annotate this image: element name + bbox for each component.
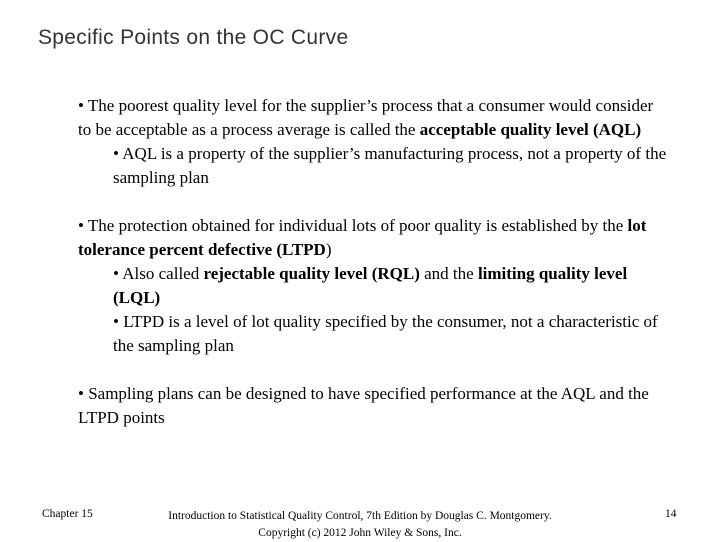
bullet-term: lot tolerance percent defective (LTPD — [78, 216, 647, 259]
footer-chapter: Chapter 15 — [42, 508, 93, 520]
footer-citation-line1: Introduction to Statistical Quality Control, 7th Edition by Douglas C. Montgomery. — [168, 510, 552, 522]
bullet-item-b3 — [78, 214, 668, 262]
bullet-text: ) — [325, 240, 332, 259]
footer-citation — [140, 508, 580, 542]
slide-title: Specific Points on the OC Curve — [38, 26, 349, 49]
bullet-item-b2 — [113, 142, 668, 190]
bullet-spacer — [78, 358, 668, 382]
bullet-text: • Also called — [113, 264, 204, 283]
bullet-text: • The protection obtained for individual lots of poor quality is established by the — [78, 216, 628, 235]
bullet-spacer — [78, 190, 668, 214]
bullet-list — [78, 94, 668, 430]
bullet-text: • AQL is a property of the supplier’s manufacturing process, not a property of the sampling plan — [113, 144, 667, 187]
page-number: 14 — [665, 508, 677, 520]
bullet-term: rejectable quality level (RQL) — [203, 264, 420, 283]
bullet-text: • Sampling plans can be designed to have specified performance at the AQL and the LTPD points — [78, 384, 649, 427]
bullet-term: acceptable quality level (AQL) — [419, 120, 642, 139]
bullet-text: and the — [419, 264, 478, 283]
bullet-item-b4 — [113, 262, 668, 310]
bullet-item-b5 — [113, 310, 668, 358]
footer-citation-line2: Copyright (c) 2012 John Wiley & Sons, Inc. — [258, 527, 462, 539]
bullet-term: limiting quality level (LQL) — [113, 264, 628, 307]
bullet-text: • LTPD is a level of lot quality specified by the consumer, not a characteristic of the sampling plan — [113, 312, 658, 355]
bullet-item-b1 — [78, 94, 668, 142]
bullet-item-b6 — [78, 382, 668, 430]
bullet-text: • The poorest quality level for the supplier’s process that a consumer would consider to be acceptable as a process average is called the — [78, 96, 654, 139]
